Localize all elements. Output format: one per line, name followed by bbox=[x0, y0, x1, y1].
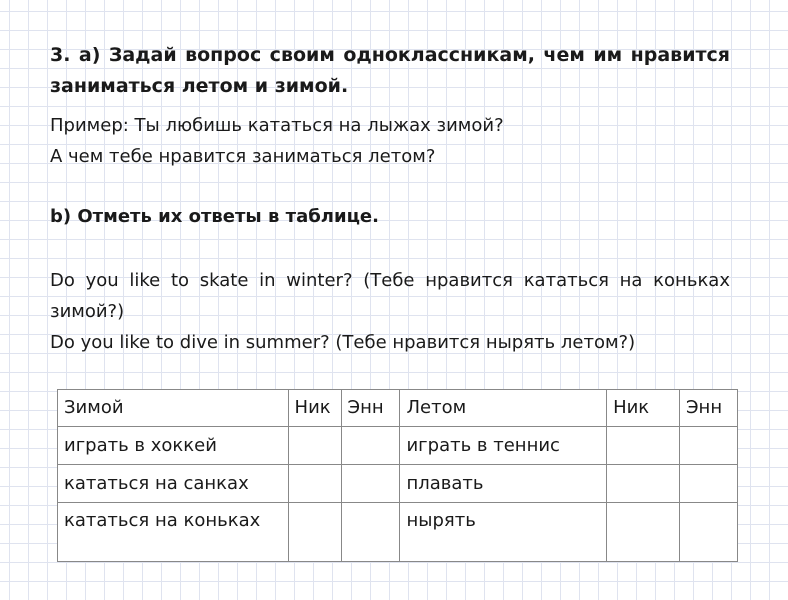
answer-cell-nick-summer[interactable] bbox=[607, 503, 680, 562]
answer-cell-ann-summer[interactable] bbox=[679, 503, 737, 562]
example-line-1: Пример: Ты любишь кататься на лыжах зимой? bbox=[50, 115, 504, 136]
header-nick-winter: Ник bbox=[288, 390, 341, 427]
summer-activity-cell: плавать bbox=[400, 465, 607, 503]
header-ann-summer: Энн bbox=[679, 390, 737, 427]
example-line-2: А чем тебе нравится заниматься летом? bbox=[50, 146, 436, 167]
task-content bbox=[50, 40, 730, 358]
answer-cell-ann-summer[interactable] bbox=[679, 427, 737, 465]
example-block bbox=[50, 110, 730, 172]
answer-cell-ann-summer[interactable] bbox=[679, 465, 737, 503]
answer-cell-nick-summer[interactable] bbox=[607, 465, 680, 503]
table-row bbox=[58, 503, 738, 562]
answer-cell-ann-winter[interactable] bbox=[341, 503, 400, 562]
question-2: Do you like to dive in summer? (Тебе нравится нырять летом?) bbox=[50, 332, 636, 353]
header-summer: Летом bbox=[400, 390, 607, 427]
task-b-heading: b) Отметь их ответы в таблице. bbox=[50, 206, 379, 227]
answers-table bbox=[57, 389, 738, 562]
winter-activity-cell: кататься на коньках bbox=[58, 503, 289, 562]
summer-activity-cell: играть в теннис bbox=[400, 427, 607, 465]
answer-cell-ann-winter[interactable] bbox=[341, 427, 400, 465]
winter-activity-cell: кататься на санках bbox=[58, 465, 289, 503]
header-ann-winter: Энн bbox=[341, 390, 400, 427]
answer-cell-ann-winter[interactable] bbox=[341, 465, 400, 503]
question-1: Do you like to skate in winter? (Тебе нравится кататься на коньках зимой?) bbox=[50, 270, 730, 322]
header-winter: Зимой bbox=[58, 390, 289, 427]
answer-cell-nick-winter[interactable] bbox=[288, 503, 341, 562]
answer-cell-nick-winter[interactable] bbox=[288, 427, 341, 465]
table-header-row bbox=[58, 390, 738, 427]
winter-activity-cell: играть в хоккей bbox=[58, 427, 289, 465]
task-heading: 3. a) Задай вопрос своим одноклассникам, чем им нравится заниматься летом и зимой. bbox=[50, 44, 730, 97]
summer-activity-cell: нырять bbox=[400, 503, 607, 562]
header-nick-summer: Ник bbox=[607, 390, 680, 427]
answer-cell-nick-summer[interactable] bbox=[607, 427, 680, 465]
table-row bbox=[58, 427, 738, 465]
answer-cell-nick-winter[interactable] bbox=[288, 465, 341, 503]
table-row bbox=[58, 465, 738, 503]
questions-block bbox=[50, 265, 730, 358]
